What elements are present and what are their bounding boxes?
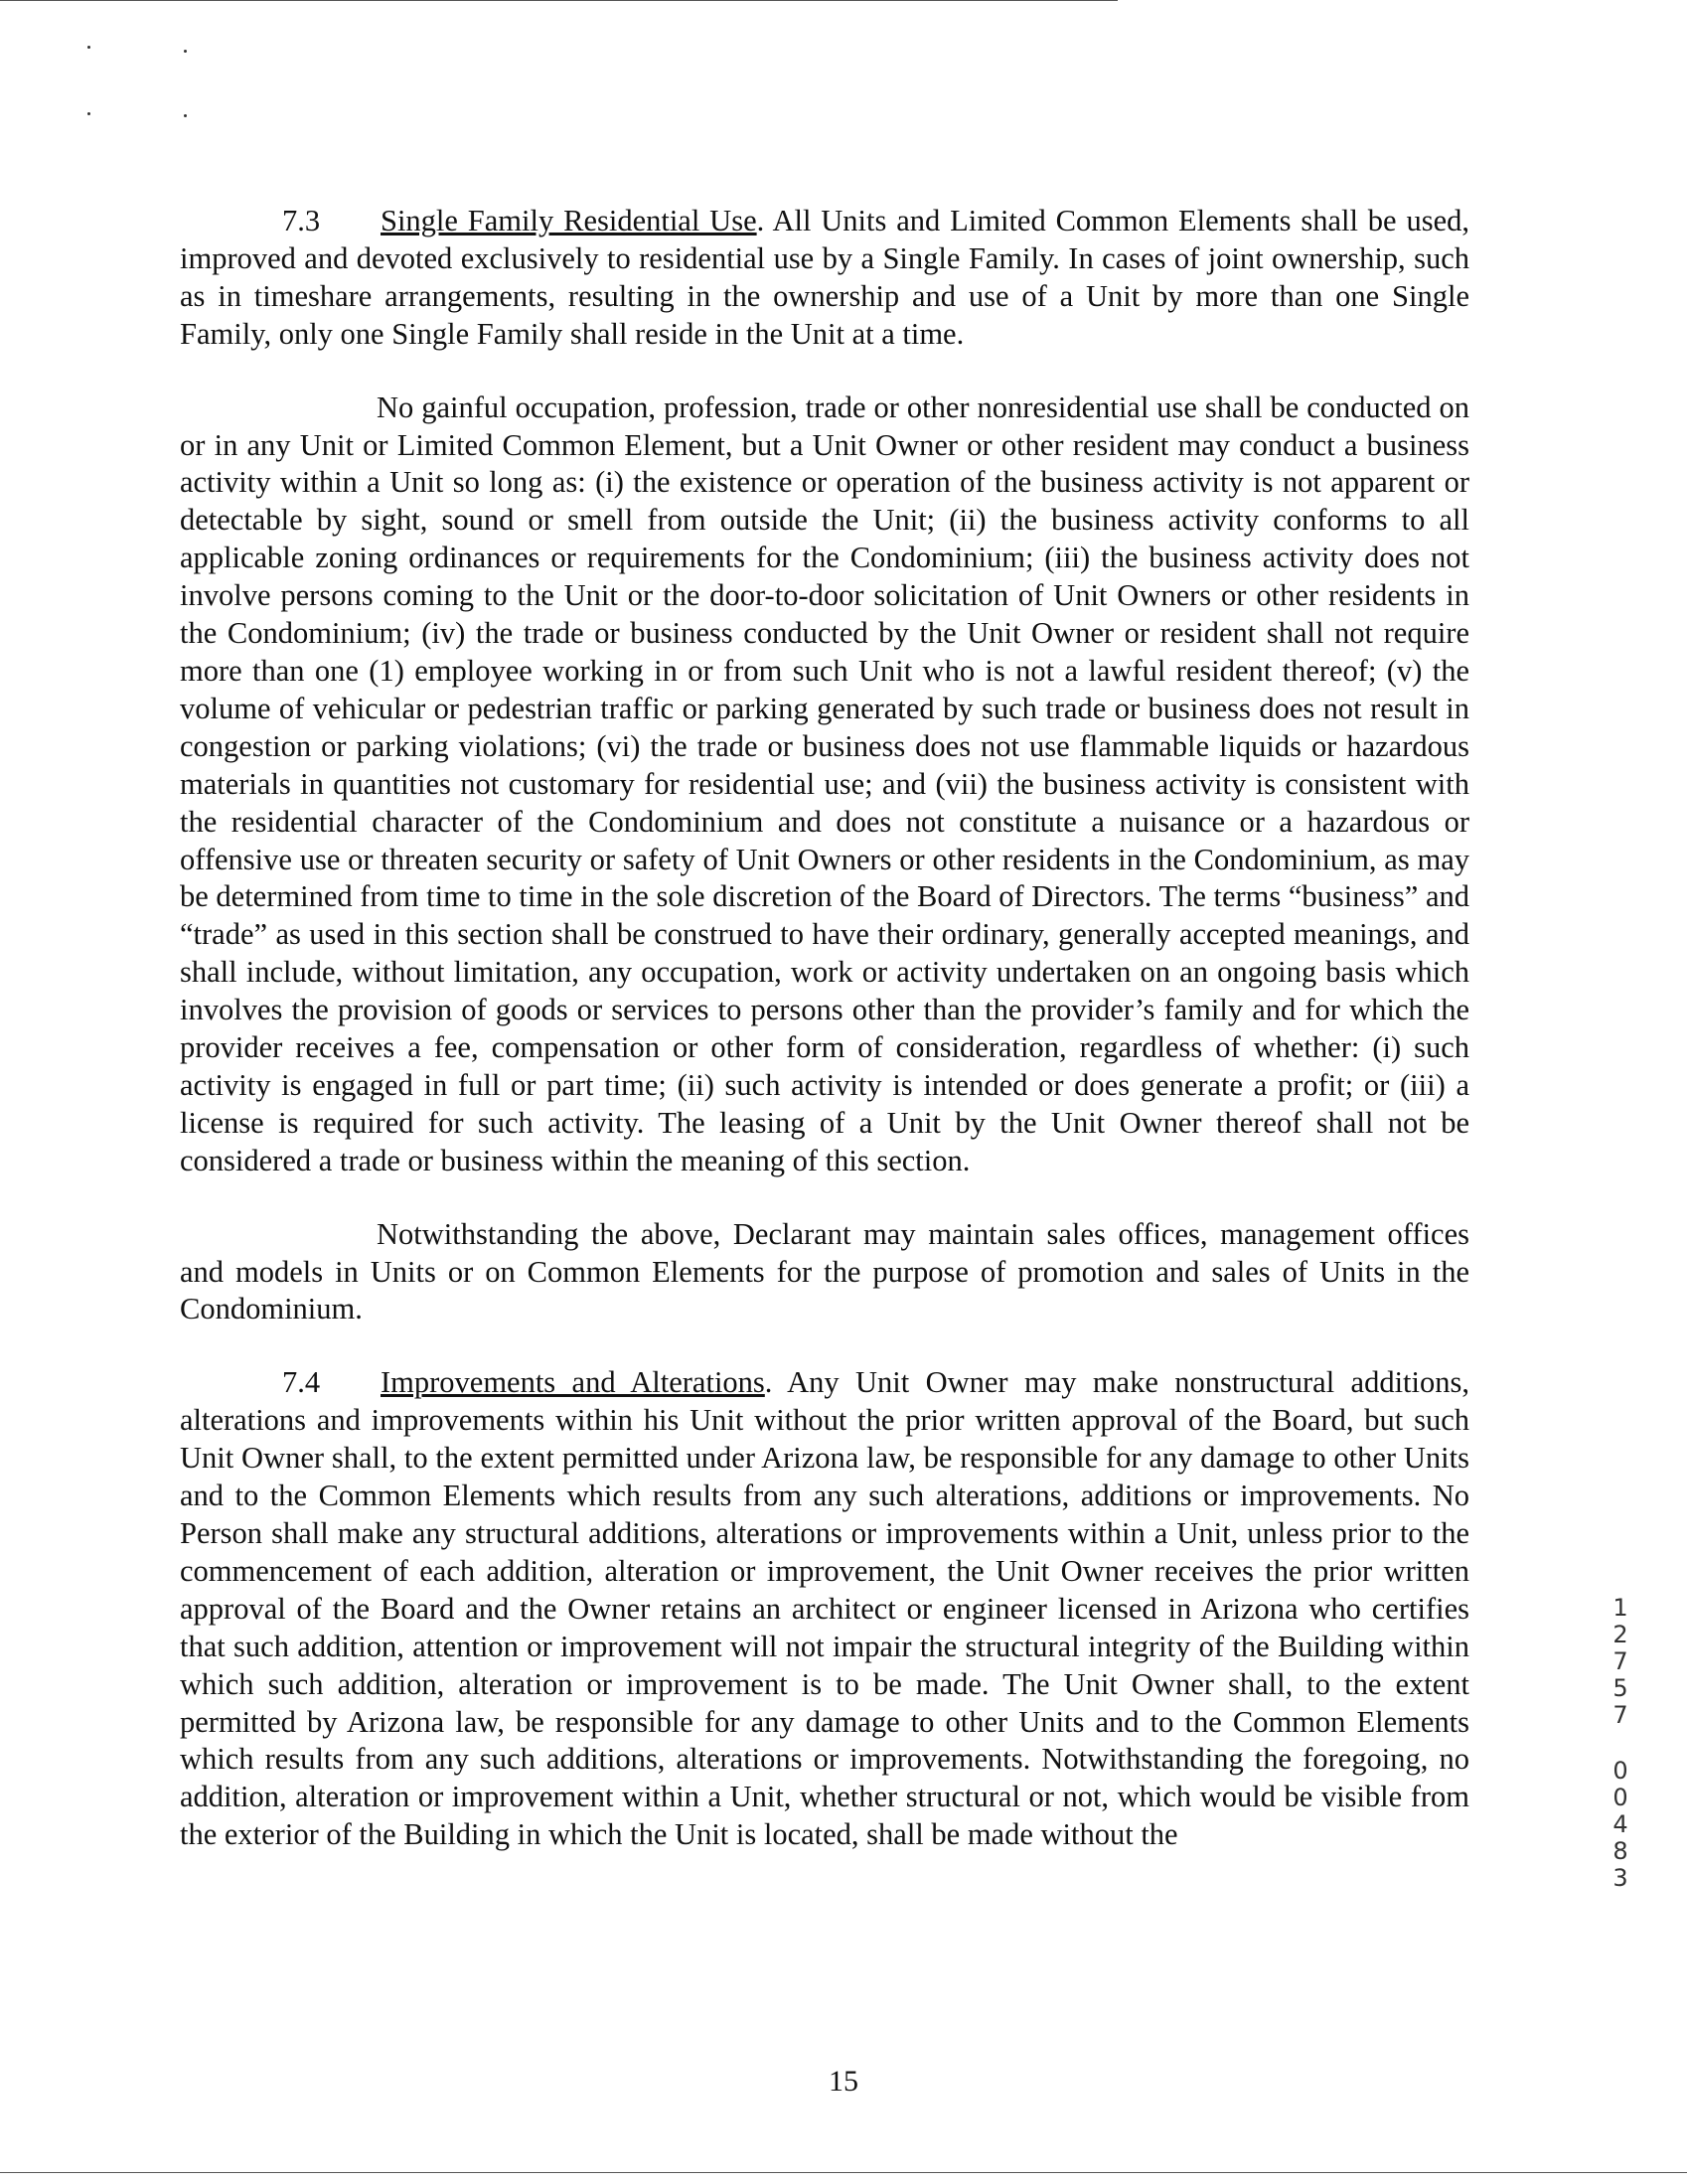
stamp-gap: [1606, 1729, 1635, 1758]
business-activity-paragraph: [180, 390, 1469, 1180]
section-title-suffix: .: [756, 204, 765, 237]
paragraph-text: Notwithstanding the above, Declarant may maintain sales offices, management offices and models in Units or on Common Elements for the purpose of promotion and sales of Units in the Condominium.: [180, 1216, 1469, 1326]
stamp-digit: 5: [1612, 1674, 1628, 1702]
stamp-digit: 7: [1612, 1647, 1628, 1675]
declarant-exception-paragraph: [180, 1216, 1469, 1329]
scan-speck: [184, 114, 187, 117]
paragraph-text: No gainful occupation, profession, trade or other nonresidential use shall be conducted on or in any Unit or Limited Common Element, but a Unit Owner or other resident may conduct a business activity within a Unit so long as: (i) the existence or operation of the business activity is not apparent or detectable by sight, sound or smell from outside the Unit; (ii) the business activity conforms to all applicable zoning ordinances or requirements for the Condominium; (iii) the business activity does not involve persons coming to the Unit or the door-to-door solicitation of Unit Owners or other residents in the Condominium; (iv) the trade or business conducted by the Unit Owner or resident shall not require more than one (1) employee working in or from such Unit who is not a lawful resident thereof; (v) the volume of vehicular or pedestrian traffic or parking generated by such trade or business does not result in congestion or parking violations; (vi) the trade or business does not use flammable liquids or hazardous materials in quantities not customary for residential use; and (vii) the business activity is consistent with the residential character of the Condominium and does not constitute a nuisance or a hazardous or offensive use or threaten security or safety of Unit Owners or other residents in the Condominium, as may be determined from time to time in the sole discretion of the Board of Directors. The terms “business” and “trade” as used in this section shall be construed to have their ordinary, generally accepted meanings, and shall include, without limitation, any occupation, work or activity undertaken on an ongoing basis which involves the provision of goods or services to persons other than the provider’s family and for which the provider receives a fee, compensation or other form of consideration, regardless of whether: (i) such activity is engaged in full or part time; (ii) such activity is intended or does generate a profit; or (iii) a license is required for such activity. The leasing of a Unit by the Unit Owner thereof shall not be considered a trade or business within the meaning of this section.: [180, 390, 1469, 1177]
stamp-digit: 8: [1612, 1837, 1628, 1865]
page-number: 15: [829, 2065, 858, 2098]
stamp-digit: 7: [1612, 1701, 1628, 1729]
document-body: [180, 203, 1469, 1854]
paragraph-text: Any Unit Owner may make nonstructural additions, alterations and improvements within his Unit without the prior written approval of the Board, but such Unit Owner shall, to the extent permitted under Arizona law, be responsible for any damage to other Units and to the Common Elements which results from any such alterations, additions or improvements. No Person shall make any structural additions, alterations or improvements within a Unit, unless prior to the commencement of each addition, alteration or improvement, the Unit Owner receives the prior written approval of the Board and the Owner retains an architect or engineer licensed in Arizona who certifies that such addition, attention or improvement will not impair the structural integrity of the Building within which such addition, alteration or improvement is to be made. The Unit Owner shall, to the extent permitted by Arizona law, be responsible for any damage to other Units and to the Common Elements which results from any such additions, alterations or improvements. Notwithstanding the foregoing, no addition, alteration or improvement within a Unit, whether structural or not, which would be visible from the exterior of the Building in which the Unit is located, shall be made without the: [180, 1365, 1469, 1852]
section-number: 7.3: [282, 204, 321, 237]
scan-speck: [87, 46, 90, 49]
stamp-digit: 4: [1612, 1810, 1628, 1838]
section-7-3-paragraph: [180, 203, 1469, 354]
scan-bottom-edge: [0, 2172, 1687, 2173]
section-title-suffix: .: [764, 1365, 773, 1400]
stamp-digit: 0: [1612, 1757, 1628, 1785]
section-title: Single Family Residential Use: [381, 204, 757, 237]
scan-speck: [184, 50, 187, 53]
section-title: Improvements and Alterations: [381, 1365, 765, 1400]
section-number: 7.4: [282, 1365, 321, 1400]
stamp-digit: 2: [1612, 1621, 1628, 1648]
stamp-digit: 0: [1612, 1784, 1628, 1811]
scan-speck: [87, 112, 90, 115]
recording-stamp: [1606, 1595, 1635, 1892]
stamp-digit: 3: [1612, 1864, 1628, 1892]
stamp-digit: 1: [1612, 1594, 1628, 1622]
paragraph-text: All Units and Limited Common Elements shall be used, improved and devoted exclusively to residential use by a Single Family. In cases of joint ownership, such as in timeshare arrangements, resulting in the ownership and use of a Unit by more than one Single Family, only one Single Family shall reside in the Unit at a time.: [180, 204, 1469, 351]
scan-top-edge: [0, 0, 1118, 1]
section-7-4-paragraph: [180, 1364, 1469, 1854]
